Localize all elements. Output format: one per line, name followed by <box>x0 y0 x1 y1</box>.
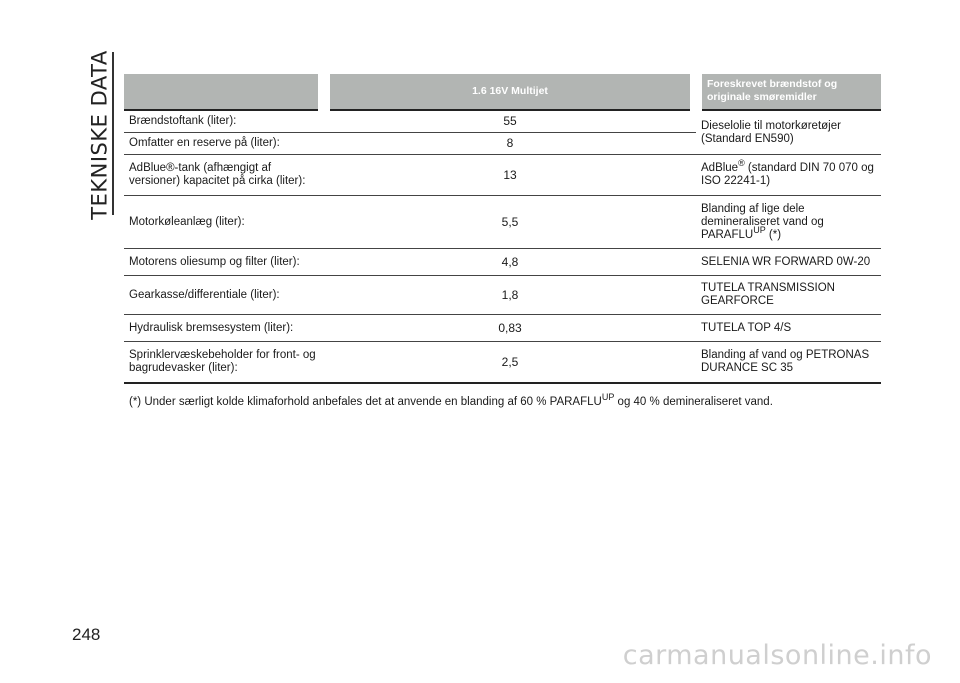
row-value: 5,5 <box>324 196 696 249</box>
table-row <box>124 276 881 315</box>
row-value: 4,8 <box>324 249 696 276</box>
fuel-text-rest: (standard DIN 70 070 og ISO 22241-1) <box>701 162 874 187</box>
row-fuel <box>696 196 881 249</box>
fuel-text: AdBlue <box>701 162 739 174</box>
row-label: AdBlue®-tank (afhængigt af versioner) kapacitet på cirka (liter): <box>124 155 324 196</box>
row-fuel: Dieselolie til motorkøretøjer (Standard EN590) <box>696 110 881 155</box>
header-blank <box>124 74 324 110</box>
header-fuel: Foreskrevet brændstof og originale smøremidler <box>696 74 881 110</box>
page-number: 248 <box>72 625 101 644</box>
row-fuel: TUTELA TRANSMISSION GEARFORCE <box>696 276 881 315</box>
specifications-table <box>124 74 881 384</box>
table-row <box>124 155 881 196</box>
row-value: 13 <box>324 155 696 196</box>
table-row <box>124 315 881 342</box>
table-row <box>124 249 881 276</box>
row-value: 55 <box>324 110 696 133</box>
row-label: Sprinklervæskebeholder for front- og bagrudevasker (liter): <box>124 342 324 384</box>
row-label: Brændstoftank (liter): <box>124 110 324 133</box>
watermark: carmanualsonline.info <box>622 640 932 671</box>
row-label: Hydraulisk bremsesystem (liter): <box>124 315 324 342</box>
fuel-superscript: UP <box>753 224 766 235</box>
table-row <box>124 110 881 133</box>
row-value: 0,83 <box>324 315 696 342</box>
row-value: 8 <box>324 133 696 155</box>
table-row <box>124 196 881 249</box>
row-fuel: TUTELA TOP 4/S <box>696 315 881 342</box>
row-fuel: Blanding af vand og PETRONAS DURANCE SC 35 <box>696 342 881 384</box>
fuel-superscript: ® <box>738 158 745 169</box>
fuel-text: Blanding af lige dele demineraliseret vand og PARAFLU <box>701 202 824 241</box>
row-label: Motorens oliesump og filter (liter): <box>124 249 324 276</box>
table-row <box>124 342 881 384</box>
row-label: Gearkasse/differentiale (liter): <box>124 276 324 315</box>
footnote <box>129 392 889 408</box>
table-header-row <box>124 74 881 110</box>
section-title <box>70 50 130 220</box>
fuel-text-rest: (*) <box>765 228 782 241</box>
section-title-text: TEKNISKE DATA <box>88 50 113 220</box>
section-divider <box>112 52 114 215</box>
row-value: 1,8 <box>324 276 696 315</box>
row-label: Motorkøleanlæg (liter): <box>124 196 324 249</box>
row-label: Omfatter en reserve på (liter): <box>124 133 324 155</box>
header-engine: 1.6 16V Multijet <box>324 74 696 110</box>
footnote-text: (*) Under særligt kolde klimaforhold anbefales det at anvende en blanding af 60 % PARAFLU <box>129 396 602 408</box>
footnote-text-end: og 40 % demineraliseret vand. <box>614 396 773 408</box>
footnote-superscript: UP <box>601 392 615 403</box>
row-fuel <box>696 155 881 196</box>
row-fuel: SELENIA WR FORWARD 0W-20 <box>696 249 881 276</box>
row-value: 2,5 <box>324 342 696 384</box>
